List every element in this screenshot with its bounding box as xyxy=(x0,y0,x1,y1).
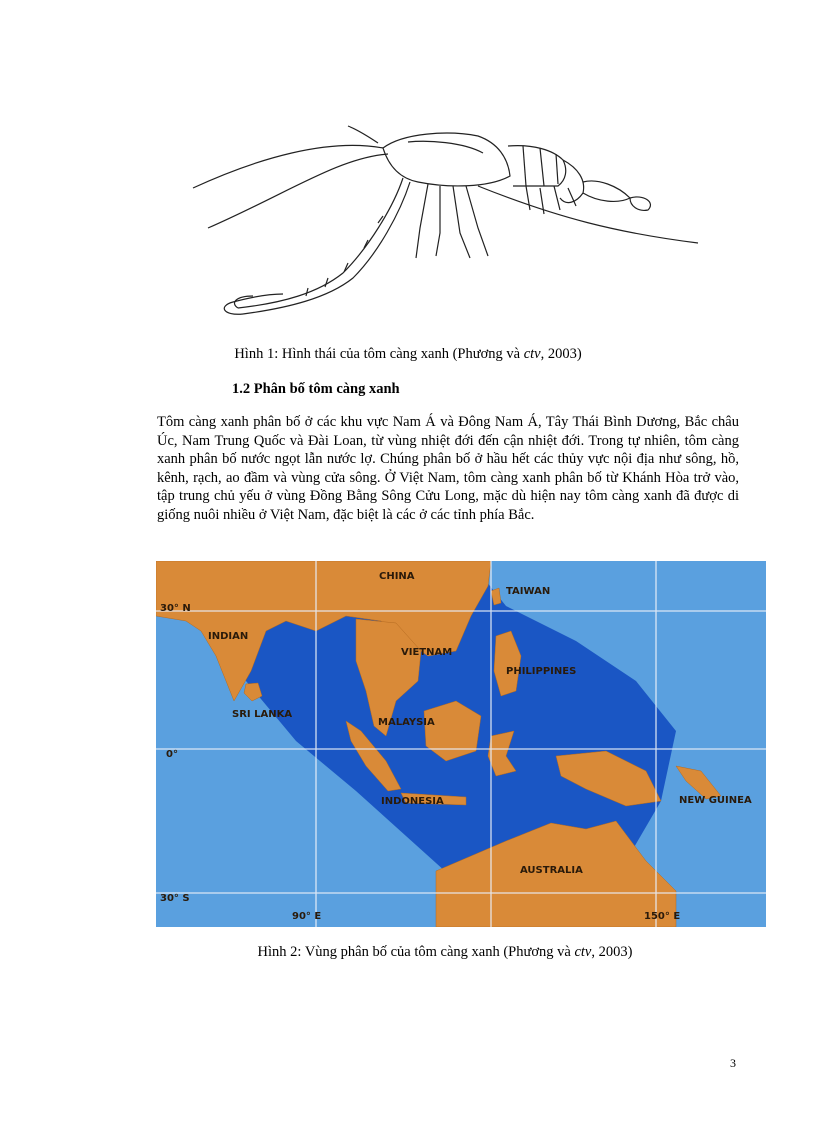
label-taiwan: TAIWAN xyxy=(506,586,551,597)
body-paragraph: Tôm càng xanh phân bố ở các khu vực Nam Á và Đông Nam Á, Tây Thái Bình Dương, Bắc châu Úc, Nam Trung Quốc và Đài Loan, từ vùng nhiệt đới đến cận nhiệt đới. Trong tự nhiên, tôm càng xanh phân bố nước ngọt lẫn nước lợ. Chúng phân bố ở hầu hết các thủy vực nội địa như sông, hồ, kênh, rạch, ao đầm và vùng cửa sông. Ở Việt Nam, tôm càng xanh phân bố từ Khánh Hòa trở vào, tập trung chủ yếu ở vùng Đồng Bằng Sông Cửu Long, mặc dù hiện nay tôm càng xanh đã được di giống nuôi nhiều ở Việt Nam, đặc biệt là các ở các tỉnh phía Bắc. xyxy=(157,414,739,523)
grid-label-equator: 0° xyxy=(166,749,178,760)
label-australia: AUSTRALIA xyxy=(520,865,583,876)
figure2-caption xyxy=(0,944,816,961)
grid-label-30s: 30° S xyxy=(160,893,190,904)
label-china: CHINA xyxy=(379,571,415,582)
section-heading: 1.2 Phân bố tôm càng xanh xyxy=(232,381,400,397)
label-sri-lanka: SRI LANKA xyxy=(232,709,293,720)
label-new-guinea: NEW GUINEA xyxy=(679,795,752,806)
figure1-caption-italic: ctv xyxy=(523,346,541,362)
label-indonesia: INDONESIA xyxy=(381,796,444,807)
distribution-map xyxy=(156,561,766,927)
label-malaysia: MALAYSIA xyxy=(378,717,435,728)
grid-label-30n: 30° N xyxy=(160,603,191,614)
figure1-caption-suffix: , 2003) xyxy=(540,346,582,362)
grid-label-150e: 150° E xyxy=(644,911,681,922)
figure2-caption-text: Hình 2: Vùng phân bố của tôm càng xanh (Phương và xyxy=(257,944,575,960)
label-philippines: PHILIPPINES xyxy=(506,666,577,677)
label-vietnam: VIETNAM xyxy=(401,647,453,658)
figure1-caption xyxy=(0,346,816,363)
figure2-caption-suffix: , 2003) xyxy=(591,944,633,960)
grid-label-90e: 90° E xyxy=(292,911,322,922)
label-indian: INDIAN xyxy=(208,631,249,642)
figure1-caption-text: Hình 1: Hình thái của tôm càng xanh (Phương và xyxy=(234,346,524,362)
page-number: 3 xyxy=(730,1056,736,1070)
prawn-illustration xyxy=(178,98,708,323)
figure2-caption-italic: ctv xyxy=(574,944,592,960)
